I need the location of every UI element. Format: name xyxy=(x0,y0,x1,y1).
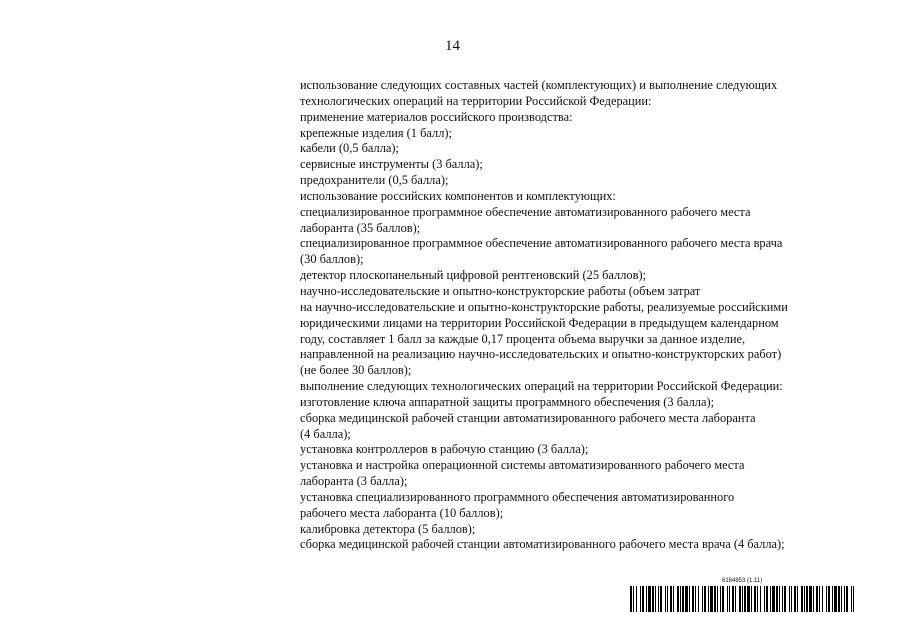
text-line: на научно-исследовательские и опытно-конструкторские работы, реализуемые российскими xyxy=(300,299,788,314)
text-line: специализированное программное обеспечение автоматизированного рабочего места врача xyxy=(300,236,783,251)
text-line: лаборанта (3 балла); xyxy=(300,474,408,489)
text-line: лаборанта (35 баллов); xyxy=(300,220,421,235)
text-line: направленной на реализацию научно-исследовательских и опытно-конструкторских работ) xyxy=(300,347,782,362)
text-line: технологических операций на территории Российской Федерации: xyxy=(300,93,652,108)
text-line: изготовление ключа аппаратной защиты программного обеспечения (3 балла); xyxy=(300,394,715,409)
text-line: детектор плоскопанельный цифровой рентгеновский (25 баллов); xyxy=(300,268,647,283)
text-line: установка специализированного программного обеспечения автоматизированного xyxy=(300,489,735,504)
text-line: использование российских компонентов и комплектующих: xyxy=(300,188,616,203)
text-line: крепежные изделия (1 балл); xyxy=(300,125,452,140)
document-body xyxy=(300,78,860,553)
text-line: (30 баллов); xyxy=(300,252,364,267)
text-line: кабели (0,5 балла); xyxy=(300,141,399,156)
barcode-icon xyxy=(630,586,856,612)
text-line: предохранители (0,5 балла); xyxy=(300,173,449,188)
text-line: научно-исследовательские и опытно-конструкторские работы (объем затрат xyxy=(300,283,701,298)
text-line: году, составляет 1 балл за каждые 0,17 процента объема выручки за данное изделие, xyxy=(300,331,746,346)
text-line: применение материалов российского производства: xyxy=(300,109,573,124)
text-line: сервисные инструменты (3 балла); xyxy=(300,157,483,172)
text-line: выполнение следующих технологических операций на территории Российской Федерации: xyxy=(300,379,783,394)
page-number: 14 xyxy=(445,38,460,54)
text-line: юридическими лицами на территории Российской Федерации в предыдущем календарном xyxy=(300,315,779,330)
document-code-stamp: 6184853 (1.11) xyxy=(722,578,763,584)
text-line: (не более 30 баллов); xyxy=(300,363,412,378)
text-line: (4 балла); xyxy=(300,426,351,441)
text-line: использование следующих составных частей (комплектующих) и выполнение следующих xyxy=(300,78,778,92)
text-line: установка и настройка операционной системы автоматизированного рабочего места xyxy=(300,458,745,473)
text-line: калибровка детектора (5 баллов); xyxy=(300,521,476,536)
text-line: специализированное программное обеспечение автоматизированного рабочего места xyxy=(300,204,751,219)
text-line: сборка медицинской рабочей станции автоматизированного рабочего места лаборанта xyxy=(300,410,756,425)
text-line: установка контроллеров в рабочую станцию (3 балла); xyxy=(300,442,589,457)
text-line: рабочего места лаборанта (10 баллов); xyxy=(300,505,504,520)
text-line: сборка медицинской рабочей станции автоматизированного рабочего места врача (4 балла); xyxy=(300,537,785,552)
